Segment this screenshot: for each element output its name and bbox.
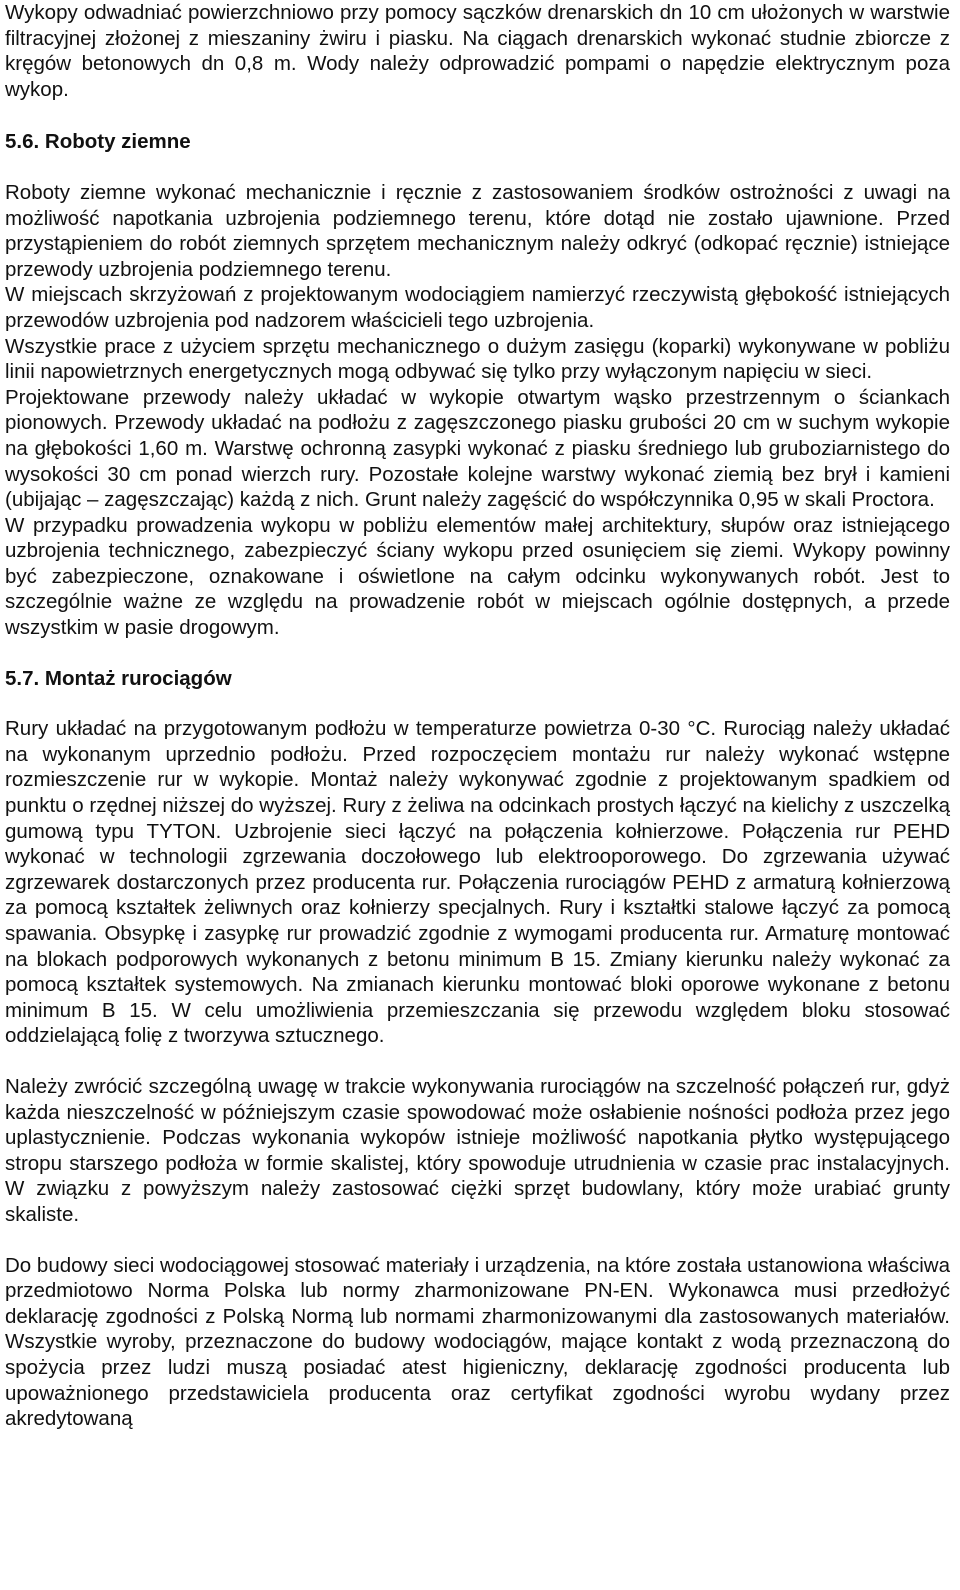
- paragraph-5-7-2: Należy zwrócić szczególną uwagę w trakcie wykonywania rurociągów na szczelność połączeń rur, gdyż każda nieszczelność w późniejszym czasie spowodować może osłabienie nośności podłoża przez jego uplastycznienie. Podczas wykonania wykopów istnieje możliwość napotkania płytko występującego stropu starszego podłoża w formie skalistej, który spowoduje utrudnienia w czasie prac instalacyjnych. W związku z powyższym należy zastosować ciężki sprzęt budowlany, który może urabiać grunty skaliste.: [5, 1074, 950, 1226]
- paragraph-5-6-5: W przypadku prowadzenia wykopu w pobliżu elementów małej architektury, słupów oraz istniejącego uzbrojenia technicznego, zabezpieczyć ściany wykopu przed osunięciem się ziemi. Wykopy powinny być zabezpieczone, oznakowane i oświetlone na całym odcinku wykonywanych robót. Jest to szczególnie ważne ze względu na prowadzenie robót w miejscach ogólnie dostępnych, a przede wszystkim w pasie drogowym.: [5, 513, 950, 640]
- section-heading-5-6: 5.6. Roboty ziemne: [5, 130, 191, 154]
- paragraph-5-7-1: Rury układać na przygotowanym podłożu w temperaturze powietrza 0-30 °C. Rurociąg należy układać na wykonanym uprzednio podłożu. Przed rozpoczęciem montażu rur należy wykonać wstępne rozmieszczenie rur w wykopie. Montaż należy wykonywać zgodnie z projektowanym spadkiem od punktu o rzędnej niższej do wyższej. Rury z żeliwa na odcinkach prostych łączyć na kielichy z uszczelką gumową typu TYTON. Uzbrojenie sieci łączyć na połączenia kołnierzowe. Połączenia rur PEHD wykonać w technologii zgrzewania doczołowego lub elektrooporowego. Do zgrzewania używać zgrzewarek dostarczonych przez producenta rur. Połączenia rurociągów PEHD z armaturą kołnierzową za pomocą kształtek żeliwnych oraz kołnierzy specjalnych. Rury i kształtki stalowe łączyć za pomocą spawania. Obsypkę i zasypkę rur prowadzić zgodnie z wymogami producenta rur. Armaturę montować na blokach podporowych wykonanych z betonu minimum B 15. Zmiany kierunku należy wykonać za pomocą kształtek systemowych. Na zmianach kierunku montować bloki oporowe wykonane z betonu minimum B 15. W celu umożliwienia przemieszczania się przewodu względem bloku stosować oddzielającą folię z tworzywa sztucznego.: [5, 717, 950, 1048]
- paragraph-5-6-2: W miejscach skrzyżowań z projektowanym wodociągiem namierzyć rzeczywistą głębokość istniejących przewodów uzbrojenia pod nadzorem właścicieli tego uzbrojenia.: [5, 283, 950, 332]
- paragraph-5-7-3: Do budowy sieci wodociągowej stosować materiały i urządzenia, na które została ustanowiona właściwa przedmiotowo Norma Polska lub normy zharmonizowane PN-EN. Wykonawca musi przedłożyć deklarację zgodności z Polską Normą lub normami zharmonizowanymi dla zastosowanych materiałów. Wszystkie wyroby, przeznaczone do budowy wodociągów, mające kontakt z wodą przeznaczoną do spożycia przez ludzi muszą posiadać atest higieniczny, deklarację zgodności producenta lub upoważnionego przedstawiciela producenta oraz certyfikat zgodności wyrobu wydany przez akredytowaną: [5, 1253, 950, 1431]
- paragraph-5-6-1: Roboty ziemne wykonać mechanicznie i ręcznie z zastosowaniem środków ostrożności z uwagi na możliwość napotkania uzbrojenia podziemnego terenu, które dotąd nie zostało ujawnione. Przed przystąpieniem do robót ziemnych sprzętem mechanicznym należy odkryć (odkopać ręcznie) istniejące przewody uzbrojenia podziemnego terenu.: [5, 180, 950, 281]
- paragraph-5-6-4: Projektowane przewody należy układać w wykopie otwartym wąsko przestrzennym o ściankach pionowych. Przewody układać na podłożu z zagęszczonego piasku grubości 20 cm w suchym wykopie na głębokości 1,60 m. Warstwę ochronną zasypki wykonać z piasku średniego lub gruboziarnistego do wysokości 30 cm ponad wierzch rury. Pozostałe kolejne warstwy wykonać ziemią bez brył i kamieni (ubijając – zagęszczając) każdą z nich. Grunt należy zagęścić do współczynnika 0,95 w skali Proctora.: [5, 385, 950, 512]
- section-heading-5-7: 5.7. Montaż rurociągów: [5, 666, 232, 690]
- paragraph-5-6-3: Wszystkie prace z użyciem sprzętu mechanicznego o dużym zasięgu (koparki) wykonywane w pobliżu linii napowietrznych energetycznych mogą odbywać się tylko przy wyłączonym napięciu w sieci.: [5, 334, 950, 384]
- intro-paragraph: Wykopy odwadniać powierzchniowo przy pomocy sączków drenarskich dn 10 cm ułożonych w warstwie filtracyjnej złożonej z mieszaniny żwiru i piasku. Na ciągach drenarskich wykonać studnie zbiorcze z kręgów betonowych dn 0,8 m. Wody należy odprowadzić pompami o napędzie elektrycznym poza wykop.: [5, 1, 950, 101]
